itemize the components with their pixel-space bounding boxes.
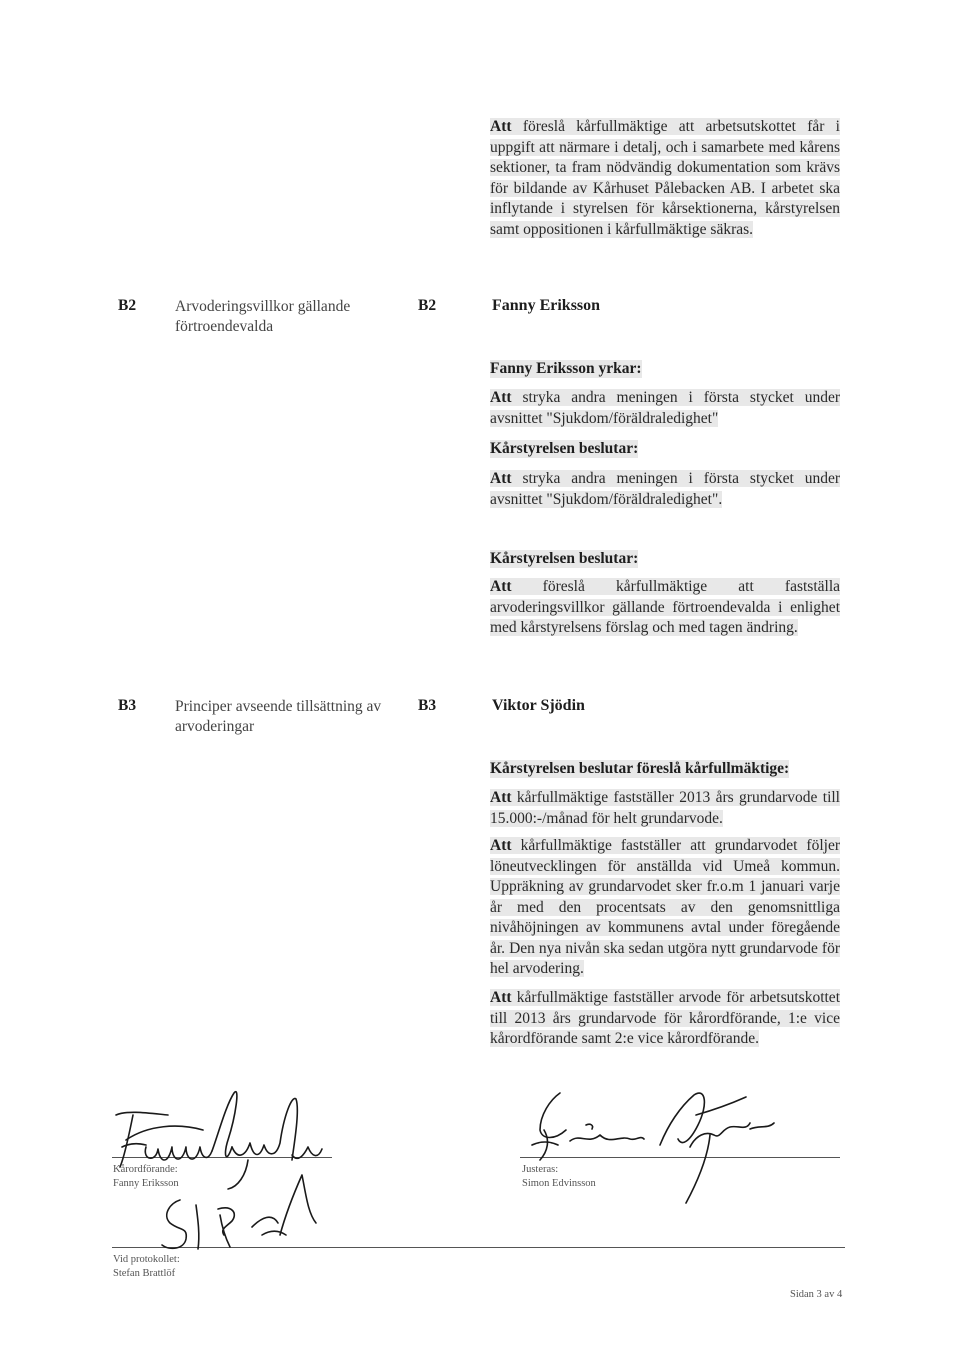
b2-left-title: Arvoderingsvillkor gällande förtroendevalda — [175, 298, 351, 335]
b3-heading: Kårstyrelsen beslutar föreslå kårfullmäktige: — [490, 760, 790, 777]
secretary-name: Stefan Brattlöf — [113, 1268, 176, 1279]
b3-left-title: Principer avseende tillsättning av arvoderingar — [175, 698, 382, 735]
top-paragraph-text: föreslå kårfullmäktige att arbetsutskottet får i uppgift att närmare i detalj, och i samarbete med kårens sektioner, ta fram nödvändig dokumentation som krävs för bildande av Kårhuset Pålebacken AB. I arbetet ska inflytande i styrelsen för kårsektionerna, kårstyrelsen samt oppositionen i kårfullmäktige säkras. — [490, 118, 840, 238]
b3-paragraph-2: Att kårfullmäktige fastställer att grundarvodet följer löneutvecklingen för anställda vid Umeå kommun. Uppräkning av grundarvodet sker fr.o.m 1 januari varje år med den procentsats av den genomsnittliga nivåhöjningen av kommunens avtal under föregående år. Den nya nivån ska sedan utgöra nytt grundarvode för hel arvodering. — [490, 837, 840, 977]
b3-paragraph-1: Att kårfullmäktige fastställer 2013 års grundarvode till 15.000:-/månad för helt grundarvode. — [490, 789, 840, 827]
b2-yrkar-heading: Fanny Eriksson yrkar: — [490, 360, 642, 377]
b2-left-code: B2 — [118, 297, 137, 314]
b2-yrkar-paragraph: Att stryka andra meningen i första stycket under avsnittet "Sjukdom/föräldraledighet" — [490, 389, 841, 427]
top-paragraph: Att föreslå kårfullmäktige att arbetsutskottet får i uppgift att närmare i detalj, och i samarbete med kårens sektioner, ta fram nödvändig dokumentation som krävs för bildande av Kårhuset Pålebacken AB. I arbetet ska inflytande i styrelsen för kårsektionerna, kårstyrelsen samt oppositionen i kårfullmäktige säkras. — [490, 118, 840, 238]
page-number: Sidan 3 av 4 — [790, 1289, 843, 1300]
b2-beslut1-paragraph: Att stryka andra meningen i första stycket under avsnittet "Sjukdom/föräldraledighet". — [490, 470, 841, 508]
b3-mid-code: B3 — [418, 697, 437, 714]
b2-beslut2-heading: Kårstyrelsen beslutar: — [490, 550, 639, 567]
adjuster-name: Simon Edvinsson — [522, 1178, 596, 1189]
adjuster-signature — [510, 1085, 800, 1210]
secretary-label: Vid protokollet: — [113, 1254, 180, 1265]
adjuster-label: Justeras: — [522, 1164, 559, 1175]
b3-left-code: B3 — [118, 697, 137, 714]
chair-name: Fanny Eriksson — [113, 1178, 179, 1189]
b2-mid-code: B2 — [418, 297, 437, 314]
b2-beslut1-heading: Kårstyrelsen beslutar: — [490, 440, 639, 457]
chair-label: Kårordförande: — [113, 1164, 178, 1175]
b3-paragraph-3: Att kårfullmäktige fastställer arvode för arbetsutskottet till 2013 års grundarvode för kårordförande, 1:e vice kårordförande samt 2:e vice kårordförande. — [490, 989, 840, 1047]
b2-beslut2-paragraph: Att föreslå kårfullmäktige att fastställa arvoderingsvillkor gällande förtroendevalda i enlighet med kårstyrelsens förslag och med tagen ändring. — [490, 578, 841, 636]
b2-speaker-name: Fanny Eriksson — [492, 297, 601, 314]
secretary-signature — [140, 1165, 340, 1255]
b3-speaker-name: Viktor Sjödin — [492, 697, 585, 714]
